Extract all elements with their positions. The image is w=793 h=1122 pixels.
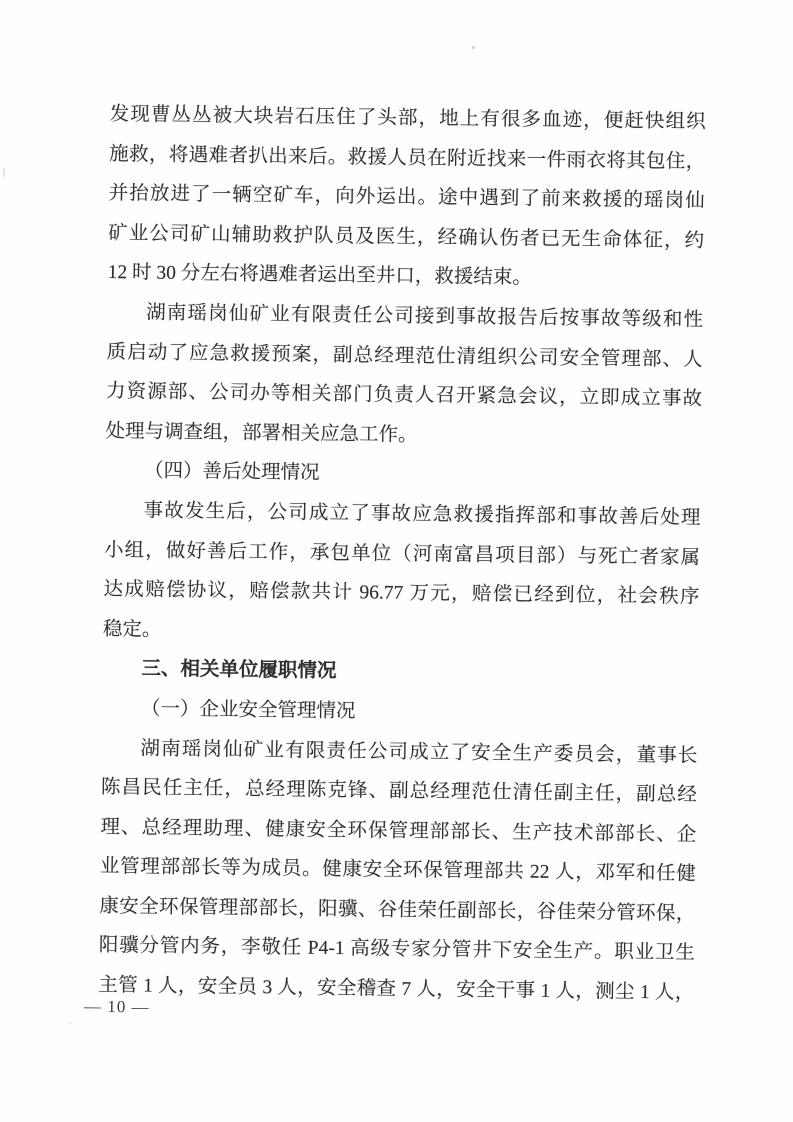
text-line: 陈昌民任主任，总经理陈克锋、副总经理范仕清任副主任，副总经 bbox=[100, 777, 698, 806]
text-line: 湖南瑶岗仙矿业有限责任公司接到事故报告后按事故等级和性 bbox=[146, 302, 704, 331]
page-number: — 10 — bbox=[83, 996, 150, 1017]
text-line: 并抬放进了一辆空矿车，向外运出。途中遇到了前来救援的瑶岗仙 bbox=[108, 183, 705, 212]
text-line: 康安全环保管理部部长，阳骥、谷佳荣任副部长，谷佳荣分管环保， bbox=[99, 895, 696, 925]
scan-speck bbox=[69, 1022, 71, 1024]
text-line: 主管 1 人，安全员 3 人，安全稽查 7 人，安全干事 1 人，测尘 1 人， bbox=[98, 974, 695, 1004]
text-line: 理、总经理助理、健康安全环保管理部部长、生产技术部部长、企 bbox=[100, 816, 697, 846]
heading-section-4-aftermath: （四）善后处理情况 bbox=[143, 460, 320, 485]
text-line: 事故发生后，公司成立了事故应急救援指挥部和事故善后处理 bbox=[143, 500, 701, 529]
text-line: 稳定。 bbox=[102, 618, 162, 641]
scan-speck bbox=[472, 46, 475, 49]
scan-speck bbox=[3, 168, 5, 177]
text-line: 业管理部部长等为成员。健康安全环保管理部共 22 人，邓军和任健 bbox=[99, 856, 696, 886]
text-line: 施救，将遇难者扒出来后。救援人员在附近找来一件雨衣将其包住， bbox=[109, 143, 706, 173]
text-block bbox=[83, 95, 706, 1017]
text-line: 力资源部、公司办等相关部门负责人召开紧急会议，立即成立事故 bbox=[105, 381, 703, 410]
text-line: 达成赔偿协议，赔偿款共计 96.77 万元，赔偿已经到位，社会秩序 bbox=[103, 579, 700, 608]
text-line: 小组，做好善后工作，承包单位（河南富昌项目部）与死亡者家属 bbox=[103, 539, 701, 569]
text-line: 矿业公司矿山辅助救护队员及医生，经确认伤者已无生命体征，约 bbox=[108, 222, 705, 252]
heading-3-related-units-duty: 三、相关单位履职情况 bbox=[141, 657, 337, 683]
text-line: 12 时 30 分左右将遇难者运出至井口，救援结束。 bbox=[107, 262, 532, 289]
text-line: 质启动了应急救援预案，副总经理范仕清组织公司安全管理部、人 bbox=[106, 341, 703, 371]
text-line: 处理与调查组，部署相关应急工作。 bbox=[105, 420, 418, 446]
text-line: 湖南瑶岗仙矿业有限责任公司成立了安全生产委员会，董事长 bbox=[140, 737, 698, 767]
text-line: 阳骥分管内务，李敬任 P4-1 高级专家分管井下安全生产。职业卫生 bbox=[98, 935, 695, 965]
text-line: 发现曹丛丛被大块岩石压住了头部，地上有很多血迹，便赶快组织 bbox=[109, 103, 706, 133]
heading-1-enterprise-safety-management: （一）企业安全管理情况 bbox=[140, 698, 356, 723]
